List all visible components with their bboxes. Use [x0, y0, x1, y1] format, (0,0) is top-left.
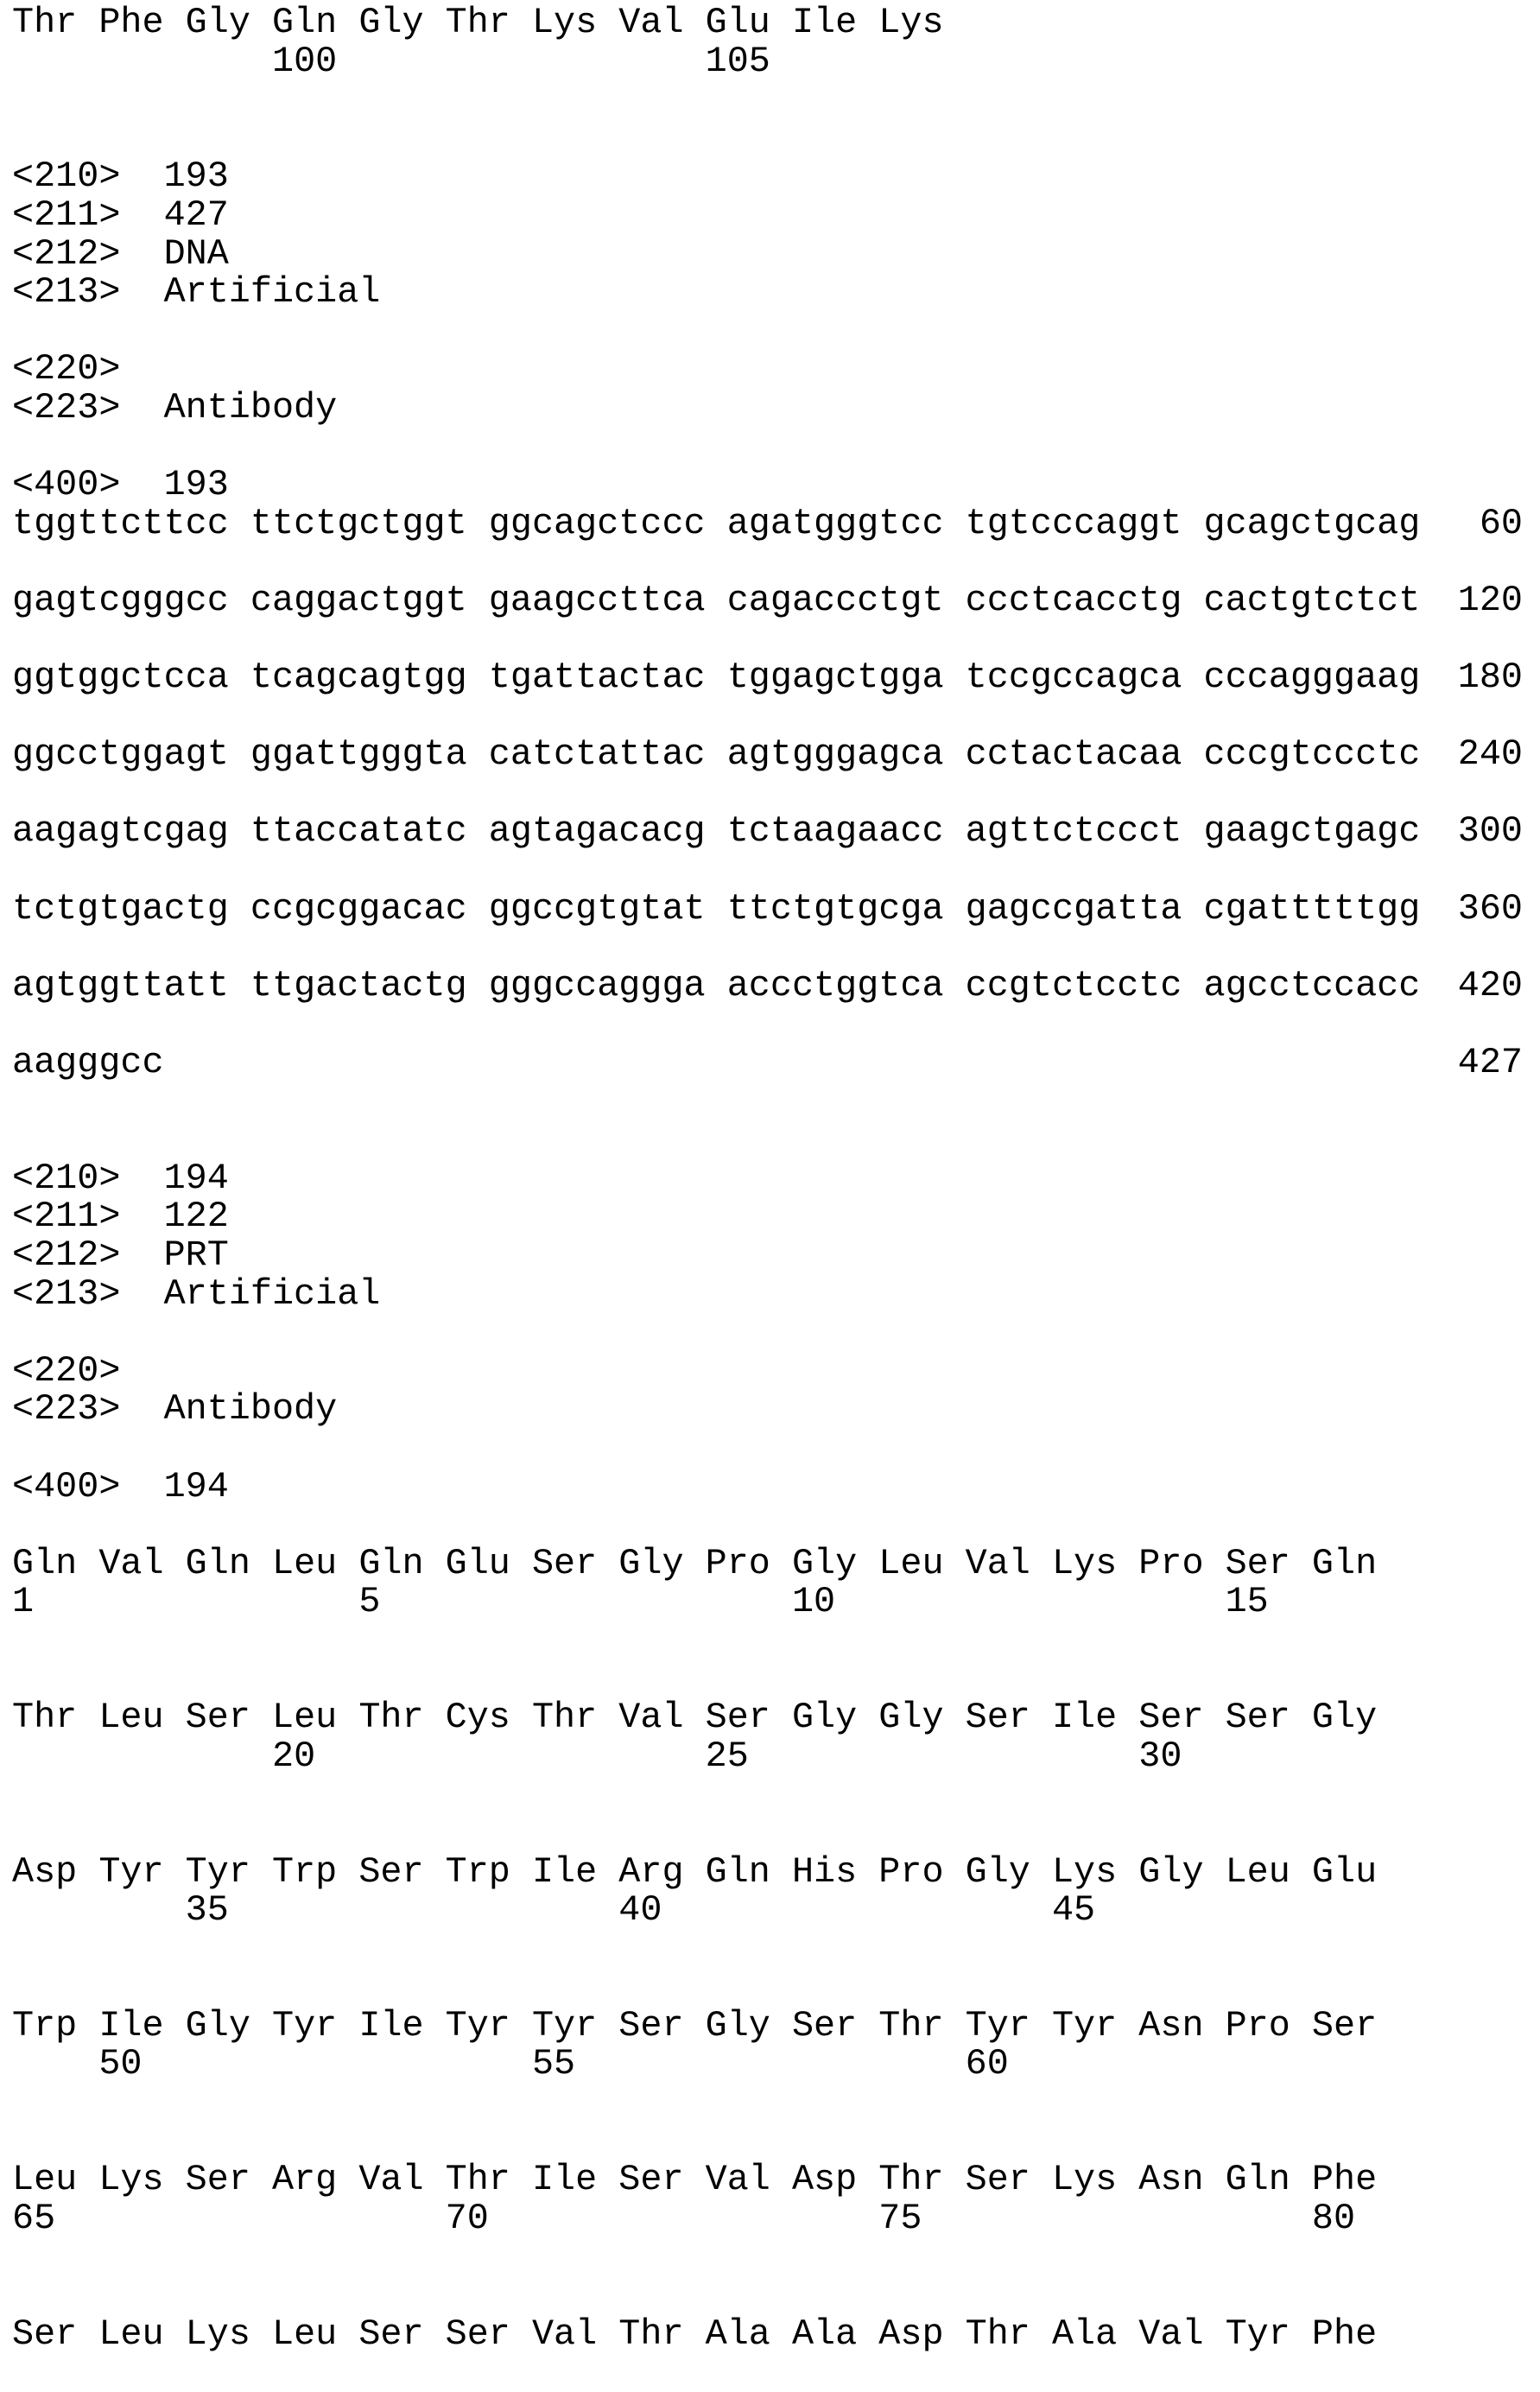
- residue-line: [12, 3, 1540, 42]
- field-value: 194: [164, 1158, 229, 1199]
- header-field: [12, 273, 1540, 312]
- field-tag: <210>: [12, 1159, 164, 1198]
- feature-field: [12, 389, 1540, 428]
- dna-sequence-row: [12, 581, 1540, 620]
- header-field: [12, 235, 1540, 274]
- sequence-header: [12, 466, 1540, 504]
- dna-position: 360: [1458, 890, 1523, 929]
- blank-line: [12, 542, 1540, 581]
- residue-line: [12, 2315, 1540, 2354]
- residue-number: 55: [532, 2045, 575, 2084]
- residue-line: [12, 1853, 1540, 1892]
- blank-line: [12, 1968, 1540, 2007]
- field-value: Antibody: [164, 1388, 338, 1430]
- residue-number: 50: [98, 2045, 142, 2084]
- dna-sequence: aagagtcgag ttaccatatc agtagacacg tctaagaacc agttctccct gaagctgagc: [12, 810, 1420, 852]
- residues: Gln Val Gln Leu Gln Glu Ser Gly Pro Gly Leu Val Lys Pro Ser Gln: [12, 1543, 1377, 1584]
- header-field: [12, 196, 1540, 235]
- field-value: 122: [164, 1196, 229, 1237]
- field-tag: <223>: [12, 389, 164, 428]
- residue-number: 20: [272, 1737, 315, 1776]
- field-tag: <213>: [12, 1275, 164, 1314]
- field-tag: <212>: [12, 1236, 164, 1275]
- field-value: 427: [164, 194, 229, 236]
- feature-field: [12, 1352, 1540, 1391]
- residue-number: 100: [272, 42, 337, 81]
- field-tag: <213>: [12, 273, 164, 312]
- dna-sequence: aagggcc: [12, 1042, 164, 1083]
- residue-number: 15: [1226, 1583, 1269, 1621]
- dna-sequence: agtggttatt ttgactactg gggccaggga accctggtca ccgtctcctc agcctccacc: [12, 965, 1420, 1006]
- dna-sequence-row: [12, 504, 1540, 543]
- dna-sequence-row: [12, 1044, 1540, 1082]
- blank-line: [12, 774, 1540, 813]
- blank-line: [12, 620, 1540, 659]
- blank-line: [12, 1313, 1540, 1352]
- blank-line: [12, 1775, 1540, 1814]
- blank-line: [12, 1506, 1540, 1545]
- residue-number: 30: [1138, 1737, 1182, 1776]
- blank-line: [12, 80, 1540, 119]
- header-field: [12, 1236, 1540, 1275]
- field-value: Artificial: [164, 271, 381, 313]
- blank-line: [12, 851, 1540, 890]
- field-value: PRT: [164, 1234, 229, 1276]
- blank-line: [12, 2276, 1540, 2315]
- residue-line: [12, 2007, 1540, 2046]
- sequence-header: [12, 1468, 1540, 1507]
- blank-line: [12, 312, 1540, 351]
- residue-number: 60: [966, 2045, 1009, 2084]
- residue-number-line: [12, 42, 1540, 81]
- residue-number: 45: [1052, 1891, 1095, 1930]
- field-value: 193: [164, 155, 229, 197]
- residue-number: 5: [358, 1583, 380, 1621]
- residue-number-line: [12, 1737, 1540, 1776]
- dna-position: 120: [1458, 581, 1523, 620]
- residue-number-line: [12, 2199, 1540, 2238]
- dna-position: 240: [1458, 735, 1523, 774]
- dna-position: 180: [1458, 658, 1523, 697]
- residue-number: 1: [12, 1583, 34, 1621]
- blank-line: [12, 1082, 1540, 1121]
- field-value: 193: [164, 464, 229, 505]
- blank-line: [12, 1660, 1540, 1699]
- residue-number: 105: [706, 42, 770, 81]
- dna-position: 60: [1480, 504, 1523, 543]
- residue-number-line: [12, 1891, 1540, 1930]
- blank-line: [12, 2237, 1540, 2276]
- residue-number: 75: [878, 2199, 922, 2238]
- residue-number-line: [12, 1583, 1540, 1621]
- dna-sequence: ggcctggagt ggattgggta catctattac agtgggagca cctactacaa cccgtccctc: [12, 733, 1420, 775]
- field-value: Artificial: [164, 1273, 381, 1315]
- dna-position: 420: [1458, 967, 1523, 1006]
- residue-number-line: [12, 2045, 1540, 2084]
- residue-number: 10: [792, 1583, 835, 1621]
- field-tag: <400>: [12, 466, 164, 504]
- residue-line: [12, 2160, 1540, 2199]
- residue-line: [12, 1545, 1540, 1583]
- dna-sequence-row: [12, 658, 1540, 697]
- dna-sequence-row: [12, 967, 1540, 1006]
- field-tag: <210>: [12, 157, 164, 196]
- blank-line: [12, 119, 1540, 158]
- residue-number: 80: [1312, 2199, 1355, 2238]
- field-tag: <223>: [12, 1390, 164, 1429]
- header-field: [12, 1159, 1540, 1198]
- residue-number: 70: [446, 2199, 489, 2238]
- residue-number: 35: [186, 1891, 229, 1930]
- blank-line: [12, 928, 1540, 967]
- field-tag: <211>: [12, 196, 164, 235]
- residues: Asp Tyr Tyr Trp Ser Trp Ile Arg Gln His Pro Gly Lys Gly Leu Glu: [12, 1851, 1377, 1893]
- header-field: [12, 1197, 1540, 1236]
- field-tag: <400>: [12, 1468, 164, 1507]
- dna-position: 427: [1458, 1044, 1523, 1082]
- residues: Thr Phe Gly Gln Gly Thr Lys Val Glu Ile Lys: [12, 2, 944, 43]
- blank-line: [12, 1005, 1540, 1044]
- field-tag: <220>: [12, 350, 164, 389]
- header-field: [12, 157, 1540, 196]
- blank-line: [12, 1930, 1540, 1969]
- residues: Trp Ile Gly Tyr Ile Tyr Tyr Ser Gly Ser Thr Tyr Tyr Asn Pro Ser: [12, 2005, 1377, 2046]
- dna-position: 300: [1458, 812, 1523, 851]
- dna-sequence: tctgtgactg ccgcggacac ggccgtgtat ttctgtgcga gagccgatta cgatttttgg: [12, 888, 1420, 930]
- dna-sequence: gagtcgggcc caggactggt gaagccttca cagaccctgt ccctcacctg cactgtctct: [12, 580, 1420, 621]
- field-value: 194: [164, 1466, 229, 1507]
- blank-line: [12, 697, 1540, 736]
- blank-line: [12, 1120, 1540, 1159]
- field-value: Antibody: [164, 387, 338, 428]
- blank-line: [12, 428, 1540, 466]
- field-tag: <220>: [12, 1352, 164, 1391]
- blank-line: [12, 1429, 1540, 1468]
- field-value: DNA: [164, 233, 229, 275]
- dna-sequence: tggttcttcc ttctgctggt ggcagctccc agatgggtcc tgtcccaggt gcagctgcag: [12, 503, 1420, 544]
- residue-line: [12, 1698, 1540, 1737]
- sequence-listing-document: [12, 3, 1540, 2392]
- blank-line: [12, 2084, 1540, 2122]
- field-tag: <211>: [12, 1197, 164, 1236]
- residue-number-line: [12, 2353, 1540, 2392]
- residues: Ser Leu Lys Leu Ser Ser Val Thr Ala Ala Asp Thr Ala Val Tyr Phe: [12, 2313, 1377, 2355]
- dna-sequence-row: [12, 735, 1540, 774]
- residue-number: 65: [12, 2199, 55, 2238]
- dna-sequence-row: [12, 812, 1540, 851]
- dna-sequence: ggtggctcca tcagcagtgg tgattactac tggagctgga tccgccagca cccagggaag: [12, 657, 1420, 698]
- residues: Thr Leu Ser Leu Thr Cys Thr Val Ser Gly Gly Ser Ile Ser Ser Gly: [12, 1697, 1377, 1738]
- blank-line: [12, 2122, 1540, 2161]
- feature-field: [12, 1390, 1540, 1429]
- feature-field: [12, 350, 1540, 389]
- field-tag: <212>: [12, 235, 164, 274]
- blank-line: [12, 1621, 1540, 1660]
- residue-number: 25: [706, 1737, 749, 1776]
- residue-number: 40: [618, 1891, 662, 1930]
- header-field: [12, 1275, 1540, 1314]
- blank-line: [12, 1814, 1540, 1853]
- dna-sequence-row: [12, 890, 1540, 929]
- residues: Leu Lys Ser Arg Val Thr Ile Ser Val Asp Thr Ser Lys Asn Gln Phe: [12, 2159, 1377, 2200]
